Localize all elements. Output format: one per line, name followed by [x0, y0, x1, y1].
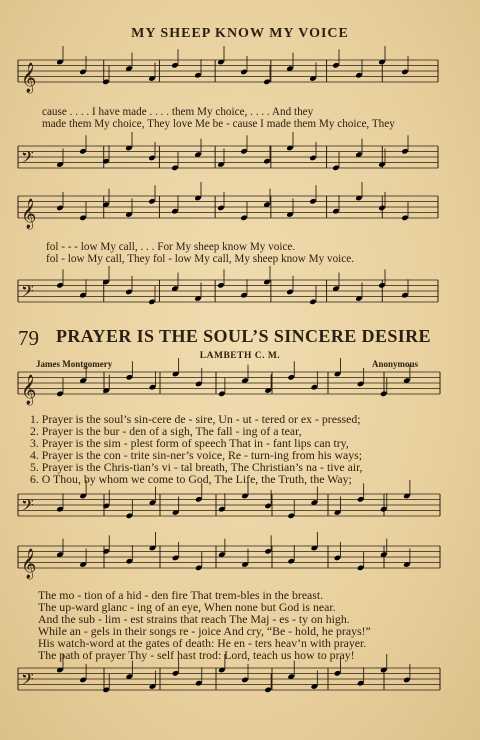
treble-clef-icon: 𝄞: [21, 199, 37, 229]
treble-clef-icon: 𝄞: [21, 549, 37, 579]
lyric-line: cause . . . . I have made . . . . them My choice, . . . . And they: [42, 106, 314, 118]
treble-clef-icon: 𝄞: [21, 375, 37, 405]
verse-line: The up-ward glanc - ing of an eye, When none but God is near.: [38, 600, 336, 614]
hymn-title-my-sheep: MY SHEEP KNOW MY VOICE: [131, 26, 349, 41]
hymn-title-prayer: PRAYER IS THE SOUL’S SINCERE DESIRE: [56, 326, 431, 346]
hymn-number: 79: [18, 326, 39, 350]
lyric-line: fol - - - low My call, . . . For My sheep know My voice.: [46, 241, 296, 253]
bass-clef-icon: 𝄢: [21, 669, 34, 693]
verse-line: His watch-word at the gates of death: He en - ters heav’n with prayer.: [38, 636, 367, 650]
bass-clef-icon: 𝄢: [21, 495, 34, 519]
bass-clef-icon: 𝄢: [21, 147, 34, 171]
author-credit: James Montgomery: [36, 359, 113, 369]
verse-line: 4. Prayer is the con - trite sin-ner’s voice, Re - turn-ing from his ways;: [30, 448, 362, 462]
verse-line: 5. Prayer is the Chris-tian’s vi - tal breath, The Christian’s na - tive air,: [30, 460, 363, 474]
verse-line: 6. O Thou, by whom we come to God, The Life, the Truth, the Way;: [30, 472, 352, 486]
treble-clef-icon: 𝄞: [21, 63, 37, 93]
lyric-line: made them My choice, They love Me be - cause I made them My choice, They: [42, 118, 395, 130]
verse-line: The mo - tion of a hid - den fire That trem-bles in the breast.: [38, 588, 324, 602]
bass-clef-icon: 𝄢: [21, 281, 34, 305]
verse-line: The path of prayer Thy - self hast trod: Lord, teach us how to pray!: [38, 648, 355, 662]
composer-credit: Anonymous: [372, 359, 419, 369]
lyric-line: fol - low My call, They fol - low My call, My sheep know My voice.: [46, 253, 355, 265]
tune-name: LAMBETH C. M.: [199, 351, 281, 361]
verse-line: 2. Prayer is the bur - den of a sigh, The fall - ing of a tear,: [30, 424, 302, 438]
verse-line: And the sub - lim - est strains that reach The Maj - es - ty on high.: [38, 612, 350, 626]
verse-line: 1. Prayer is the soul’s sin-cere de - sire, Un - ut - tered or ex - pressed;: [30, 412, 361, 426]
verse-line: 3. Prayer is the sim - plest form of speech That in - fant lips can try,: [30, 436, 349, 450]
verse-line: While an - gels in their songs re - joice And cry, “Be - hold, he prays!”: [38, 624, 371, 638]
